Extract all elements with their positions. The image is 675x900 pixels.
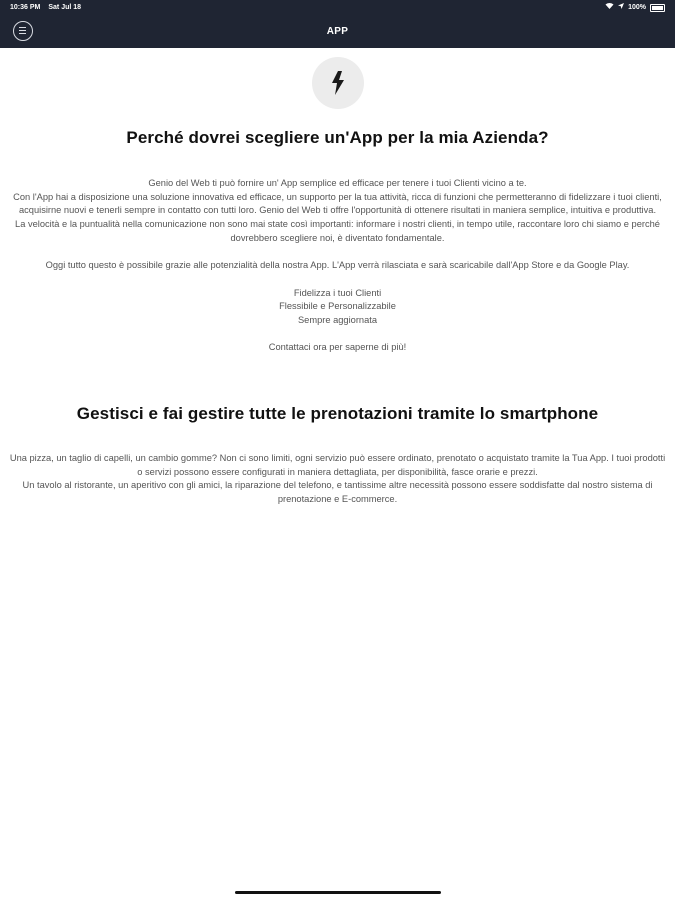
paragraph-solution: Con l'App hai a disposizione una soluzione innovativa ed efficace, un supporto per la tua attività, ricca di funzioni che permetteranno di fidelizzare i tuoi clienti, acquisirne nuovi e tenerli sempre in contatto con tutti loro. Genio del Web ti offre l'opportunità di ottenere risultati in maniera semplice, intuitiva e produttiva. — [13, 191, 662, 216]
paragraph-intro: Genio del Web ti può fornire un' App semplice ed efficace per tenere i tuoi Clienti vicino a te. — [148, 178, 527, 188]
wifi-icon — [605, 0, 614, 16]
feature-item: Fidelizza i tuoi Clienti — [293, 287, 382, 298]
status-date: Sat Jul 18 — [48, 4, 82, 11]
lightning-icon — [312, 57, 364, 109]
heading-why-app: Perché dovrei scegliere un'App per la mia Azienda? — [126, 128, 549, 147]
battery-icon — [650, 4, 665, 12]
top-bar — [0, 0, 675, 48]
navigation-bar — [0, 16, 675, 48]
paragraph-booking-system: Un tavolo al ristorante, un aperitivo con gli amici, la riparazione del telefono, e tantissime altre necessità possono essere soddisfatte dal nostro sistema di prenotazione e E-commerce. — [22, 480, 653, 505]
paragraph-app-store: Oggi tutto questo è possibile grazie alle potenzialità della nostra App. L'App verrà rilasciata e sarà scaricabile dall'App Store e da Google Play. — [45, 260, 630, 271]
location-icon — [618, 0, 624, 16]
status-bar — [0, 0, 675, 16]
heading-bookings: Gestisci e fai gestire tutte le prenotazioni tramite lo smartphone — [76, 404, 599, 423]
section-heading-why-app — [0, 128, 675, 148]
section-why-app-body — [0, 177, 675, 355]
paragraph-services: Una pizza, un taglio di capelli, un cambio gomme? Non ci sono limiti, ogni servizio può essere ordinato, prenotato o acquistato tramite la Tua App. I tuoi prodotti o servizi possono essere configurati in maniera dettagliata, per disponibilità, fasce orarie e prezzi. — [9, 453, 666, 477]
home-indicator[interactable] — [235, 891, 441, 894]
feature-item: Sempre aggiornata — [297, 315, 378, 325]
battery-percent: 100% — [628, 4, 646, 11]
contact-cta-text: Contattaci ora per saperne di più! — [268, 342, 407, 353]
feature-item: Flessibile e Personalizzabile — [279, 301, 396, 312]
section-bookings-body — [0, 452, 675, 507]
page-title: APP — [326, 26, 349, 37]
status-time: 10:36 PM — [10, 4, 41, 11]
paragraph-communication: La velocità e la puntualità nella comunicazione non sono mai state così importanti: informare i nostri clienti, in tempo utile, raccontare loro chi siamo e perché dovrebbero scegliere noi, è diventato fondamentale. — [15, 219, 660, 243]
section-heading-bookings — [0, 404, 675, 424]
